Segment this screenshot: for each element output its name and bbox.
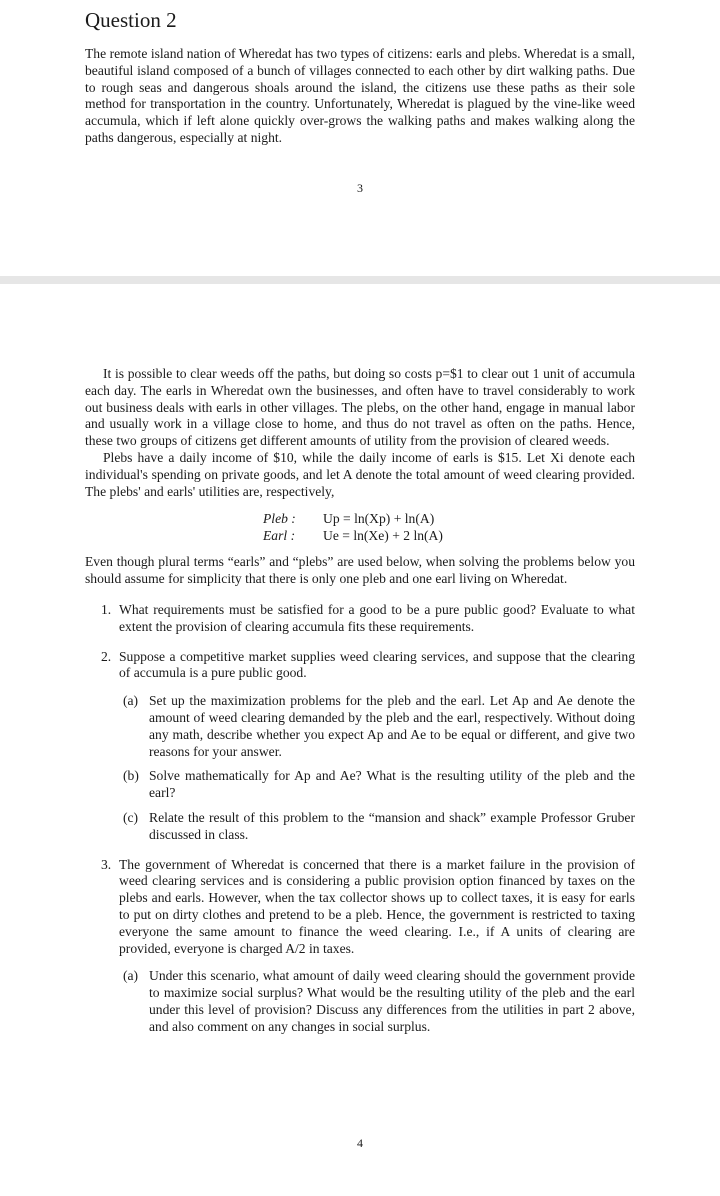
earl-utility-equation: Ue = ln(Xe) + 2 ln(A) — [323, 528, 443, 544]
pleb-label: Pleb : — [263, 511, 296, 527]
page-body — [85, 366, 635, 1049]
page-number: 4 — [357, 1136, 363, 1150]
subquestion-label: (c) — [123, 809, 139, 825]
paragraph-incomes: Plebs have a daily income of $10, while the daily income of earls is $15. Let Xi denote each individual's spending on private goods, and let A denote the total amount of weed clearing provided. The plebs' and earls' utilities are, respectively, — [85, 449, 635, 499]
page-3 — [0, 0, 720, 276]
question-2a — [119, 693, 635, 760]
subquestion-label: (a) — [123, 968, 139, 984]
subquestion-text: Under this scenario, what amount of daily weed clearing should the government provide to maximize social surplus? What would be the resulting utility of the pleb and the earl under this level of provision? Discuss any differences from the utilities in part 2 above, and also comment on any changes in social surplus. — [149, 968, 635, 1034]
question-3 — [85, 857, 635, 1036]
question-2c — [119, 810, 635, 844]
question-1 — [85, 602, 635, 636]
question-list — [85, 602, 635, 1036]
paragraph-clearing-cost: It is possible to clear weeds off the paths, but doing so costs p=$1 to clear out 1 unit of accumula each day. The earls in Wheredat own the businesses, and often have to travel considerably to work out business deals with earls in other villages. The plebs, on the other hand, engage in manual labor and usually work in a village close to home, and thus do not travel as often on the paths. Hence, these two groups of citizens get different amounts of utility from the provision of cleared weeds. — [85, 366, 635, 449]
question-2b — [119, 768, 635, 802]
question-number: 1. — [101, 601, 112, 617]
subquestion-list — [119, 968, 635, 1035]
subquestion-text: Relate the result of this problem to the “mansion and shack” example Professor Gruber discussed in class. — [149, 809, 635, 842]
intro-paragraph: The remote island nation of Wheredat has two types of citizens: earls and plebs. Wheredat is a small, beautiful island composed of a bunch of villages connected to each other by dirt walking paths. Due to rough seas and dangerous shoals around the island, the citizens use these paths as their sole method for transportation in the country. Unfortunately, Wheredat is plagued by the vine-like weed accumula, which if left alone quickly over-grows the walking paths and makes walking along the paths dangerous, especially at night. — [85, 46, 635, 145]
pleb-utility-row — [263, 510, 635, 527]
subquestion-text: Set up the maximization problems for the pleb and the earl. Let Ap and Ae denote the amount of weed clearing demanded by the pleb and the earl, respectively. Without doing any math, describe whether you expect Ap and Ae to be equal or different, and give two reasons for your answer. — [149, 693, 635, 759]
earl-utility-row — [263, 527, 635, 544]
paragraph-assumption: Even though plural terms “earls” and “plebs” are used below, when solving the problems below you should assume for simplicity that there is only one pleb and one earl living on Wheredat. — [85, 554, 635, 587]
subquestion-text: Solve mathematically for Ap and Ae? What is the resulting utility of the pleb and the earl? — [149, 768, 635, 801]
page-separator — [0, 276, 720, 284]
question-heading: Question 2 — [85, 8, 177, 32]
subquestion-label: (b) — [123, 768, 139, 784]
question-text: What requirements must be satisfied for a good to be a pure public good? Evaluate to what extent the provision of clearing accumula fits these requirements. — [119, 601, 635, 634]
question-3a — [119, 968, 635, 1035]
page-4 — [0, 284, 720, 1196]
pleb-utility-equation: Up = ln(Xp) + ln(A) — [323, 511, 435, 527]
subquestion-list — [119, 693, 635, 843]
question-number: 2. — [101, 648, 112, 664]
question-2 — [85, 649, 635, 844]
page-number: 3 — [357, 181, 363, 195]
utility-equations — [263, 510, 635, 544]
question-number: 3. — [101, 856, 112, 872]
question-text: Suppose a competitive market supplies weed clearing services, and suppose that the clearing of accumula is a pure public good. — [119, 648, 635, 681]
question-text: The government of Wheredat is concerned that there is a market failure in the provision of weed clearing services and is considering a public provision option financed by taxes on the plebs and earls. However, when the tax collector shows up to collect taxes, it is easy for earls to put on dirty clothes and pretend to be a pleb. Hence, the government is restricted to taxing everyone the same amount to finance the weed clearing. I.e., if A units of clearing are provided, everyone is charged A/2 in taxes. — [119, 856, 635, 956]
subquestion-label: (a) — [123, 693, 139, 709]
earl-label: Earl : — [263, 528, 296, 544]
